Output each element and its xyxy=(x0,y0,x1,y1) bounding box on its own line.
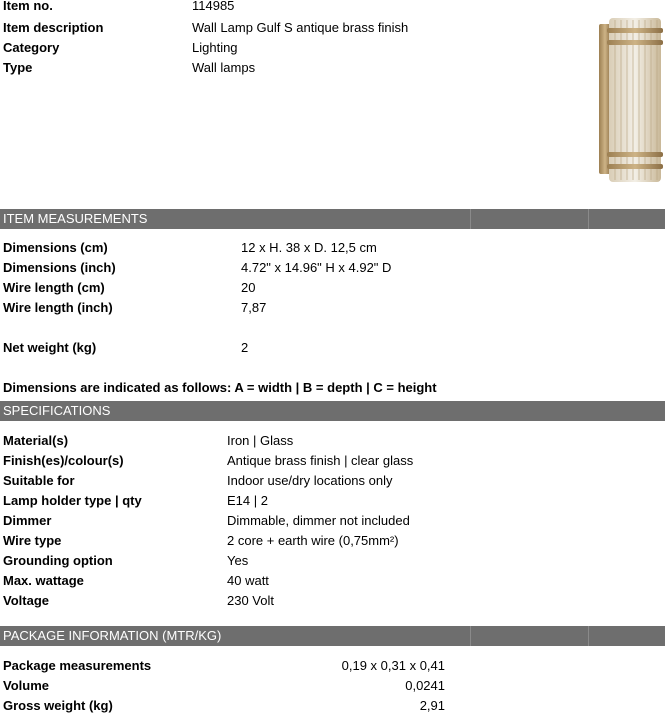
spec-row xyxy=(0,531,665,551)
spec-value: Dimmable, dimmer not included xyxy=(227,513,410,528)
package-label: Volume xyxy=(3,678,49,693)
spec-value: E14 | 2 xyxy=(227,493,268,508)
measurement-row xyxy=(0,238,665,258)
item-description-value: Wall Lamp Gulf S antique brass finish xyxy=(192,20,409,35)
package-label: Package measurements xyxy=(3,658,152,673)
header-divider xyxy=(588,626,589,646)
spec-label: Wire type xyxy=(3,533,62,548)
spec-label: Max. wattage xyxy=(3,573,84,588)
spec-row xyxy=(0,511,665,531)
measurement-value: 20 xyxy=(241,280,256,295)
spec-value: Indoor use/dry locations only xyxy=(227,473,393,488)
measurement-value: 2 xyxy=(241,340,249,355)
measurement-label: Dimensions (cm) xyxy=(3,240,108,255)
package-information-header xyxy=(0,626,665,646)
measurement-value: 7,87 xyxy=(241,300,267,315)
spec-label: Voltage xyxy=(3,593,49,608)
category-label: Category xyxy=(3,40,60,55)
measurement-value: 12 x H. 38 x D. 12,5 cm xyxy=(241,240,377,255)
spec-label: Lamp holder type | qty xyxy=(3,493,142,508)
measurement-row xyxy=(0,298,665,318)
spec-row xyxy=(0,491,665,511)
type-label: Type xyxy=(3,60,33,75)
package-value: 0,0241 xyxy=(405,678,445,693)
measurement-row xyxy=(0,338,665,358)
spec-value: Antique brass finish | clear glass xyxy=(227,453,414,468)
package-label: Gross weight (kg) xyxy=(3,698,113,713)
spec-row xyxy=(0,591,665,611)
header-divider xyxy=(588,209,589,229)
measurement-row xyxy=(0,258,665,278)
spec-row xyxy=(0,571,665,591)
spec-value: 230 Volt xyxy=(227,593,274,608)
package-value: 0,19 x 0,31 x 0,41 xyxy=(341,658,445,673)
spec-label: Suitable for xyxy=(3,473,75,488)
spec-row xyxy=(0,471,665,491)
measurement-label: Wire length (cm) xyxy=(3,280,105,295)
measurement-label: Net weight (kg) xyxy=(3,340,97,355)
specifications-title: SPECIFICATIONS xyxy=(3,403,111,418)
spec-label: Grounding option xyxy=(3,553,113,568)
item-no-value: 114985 xyxy=(192,0,235,13)
measurement-value: 4.72" x 14.96" H x 4.92" D xyxy=(241,260,392,275)
item-description-label: Item description xyxy=(3,20,104,35)
header-divider xyxy=(470,626,471,646)
type-value: Wall lamps xyxy=(192,60,256,75)
item-measurements-title: ITEM MEASUREMENTS xyxy=(3,211,148,226)
spec-label: Dimmer xyxy=(3,513,52,528)
specifications-header xyxy=(0,401,665,421)
package-row xyxy=(0,676,665,696)
dimensions-note: Dimensions are indicated as follows: A = width | B = depth | C = height xyxy=(3,380,437,395)
spec-row xyxy=(0,451,665,471)
measurement-row xyxy=(0,278,665,298)
wall-lamp-product-image xyxy=(595,10,665,188)
item-no-label: Item no. xyxy=(3,0,53,13)
package-row xyxy=(0,696,665,716)
package-information-title: PACKAGE INFORMATION (MTR/KG) xyxy=(3,628,222,643)
measurement-label: Dimensions (inch) xyxy=(3,260,116,275)
header-divider xyxy=(470,209,471,229)
spec-value: 2 core + earth wire (0,75mm²) xyxy=(227,533,399,548)
category-value: Lighting xyxy=(192,40,238,55)
item-measurements-header xyxy=(0,209,665,229)
spec-label: Material(s) xyxy=(3,433,69,448)
package-row xyxy=(0,656,665,676)
measurement-label: Wire length (inch) xyxy=(3,300,113,315)
spec-value: Yes xyxy=(227,553,249,568)
spec-row xyxy=(0,551,665,571)
spec-row xyxy=(0,431,665,451)
spec-value: Iron | Glass xyxy=(227,433,294,448)
spec-label: Finish(es)/colour(s) xyxy=(3,453,124,468)
package-value: 2,91 xyxy=(419,698,445,713)
spec-value: 40 watt xyxy=(227,573,269,588)
